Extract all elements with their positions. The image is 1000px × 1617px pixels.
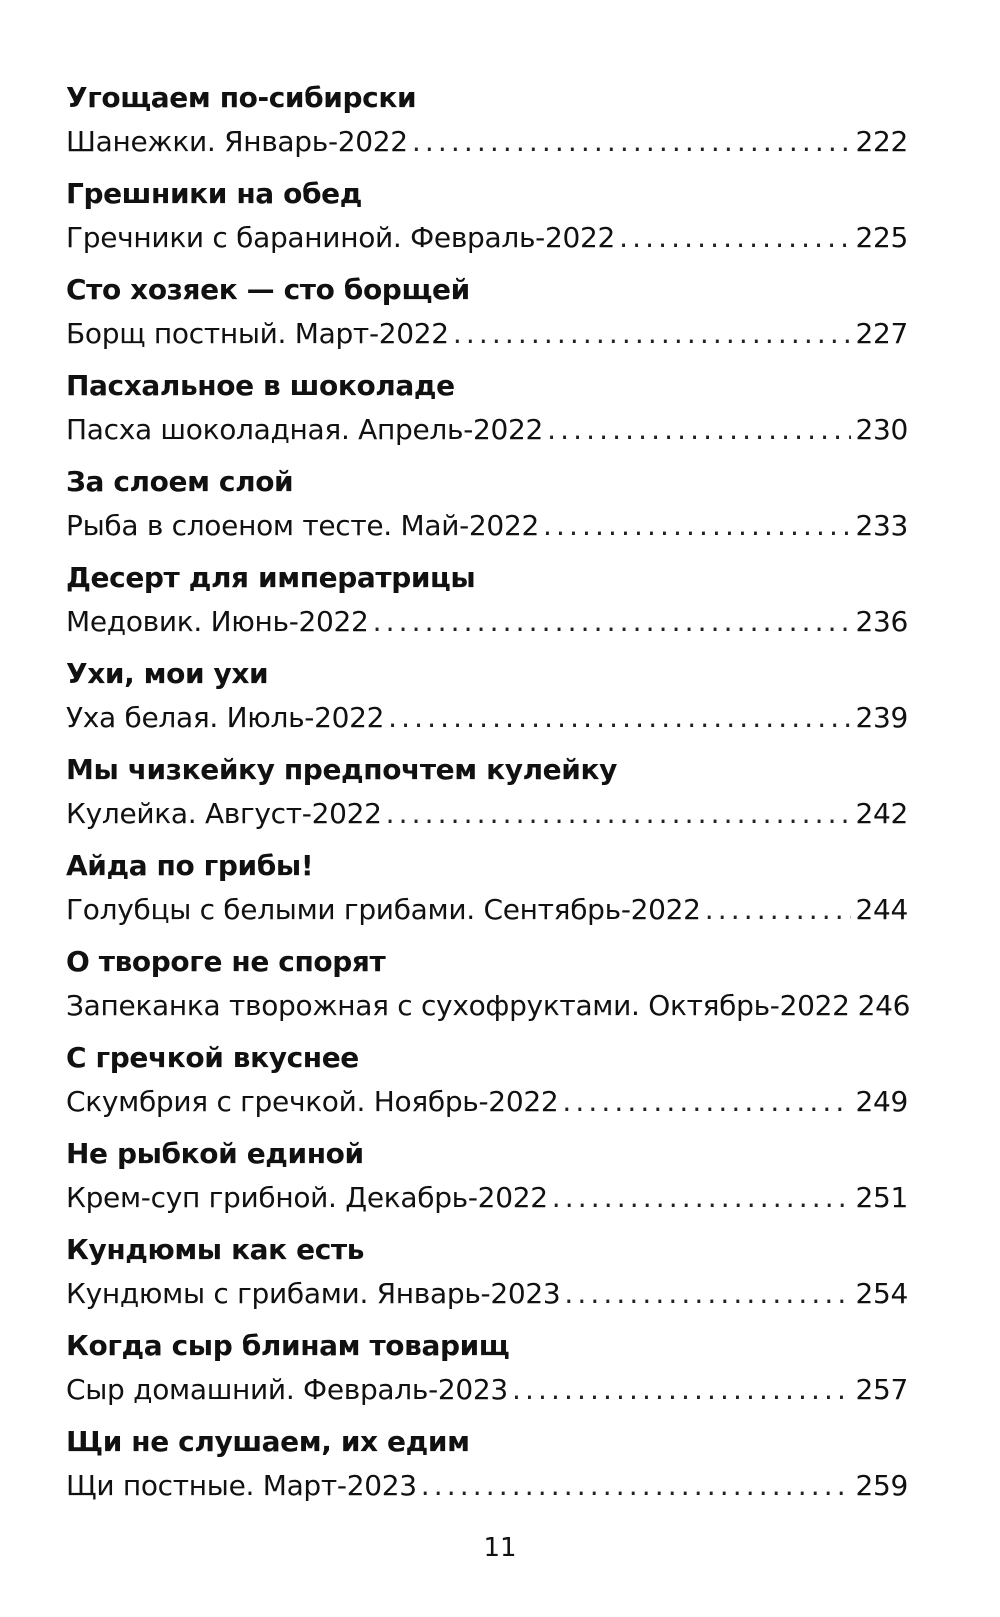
entry-text: Голубцы с белыми грибами. Сентябрь-2022	[66, 893, 701, 926]
entry-page-number: 259	[855, 1469, 908, 1502]
dot-leader	[512, 1366, 852, 1414]
toc-entry	[66, 1230, 908, 1326]
entry-title: Грешники на обед	[66, 177, 362, 210]
entry-line	[66, 790, 908, 838]
entry-line	[66, 406, 908, 454]
entry-line	[66, 310, 908, 358]
entry-text: Пасха шоколадная. Апрель-2022	[66, 413, 544, 446]
toc-entry	[66, 1038, 908, 1134]
entry-title: Кундюмы как есть	[66, 1233, 365, 1266]
entry-title: Сто хозяек — сто борщей	[66, 273, 470, 306]
dot-leader	[453, 310, 852, 358]
entry-text: Борщ постный. Март-2022	[66, 317, 449, 350]
entry-page-number: 239	[855, 701, 908, 734]
entry-line	[66, 1078, 908, 1126]
dot-leader	[388, 694, 851, 742]
dot-leader	[619, 214, 851, 262]
dot-leader	[421, 1462, 852, 1510]
entry-line	[66, 214, 908, 262]
dot-leader	[373, 598, 852, 646]
entry-text: Рыба в слоеном тесте. Май-2022	[66, 509, 539, 542]
entry-title: Не рыбкой единой	[66, 1137, 364, 1170]
entry-line	[66, 598, 908, 646]
toc-entry	[66, 558, 908, 654]
toc-entry	[66, 78, 908, 174]
toc-entry	[66, 654, 908, 750]
entry-page-number: 254	[855, 1277, 908, 1310]
entry-text: Сыр домашний. Февраль-2023	[66, 1373, 508, 1406]
entry-page-number: 251	[855, 1181, 908, 1214]
page-number-footer: 11	[483, 1533, 517, 1563]
entry-title: Ухи, мои ухи	[66, 657, 269, 690]
entry-page-number: 225	[855, 221, 908, 254]
toc-entry	[66, 366, 908, 462]
entry-title: Десерт для императрицы	[66, 561, 476, 594]
entry-title: Айда по грибы!	[66, 849, 314, 882]
entry-title: С гречкой вкуснее	[66, 1041, 359, 1074]
entry-text: Скумбрия с гречкой. Ноябрь-2022	[66, 1085, 559, 1118]
entry-text: Запеканка творожная с сухофруктами. Октябрь-2022	[66, 989, 850, 1022]
entry-page-number: 236	[855, 605, 908, 638]
entry-text: Гречники с бараниной. Февраль-2022	[66, 221, 616, 254]
entry-title: Когда сыр блинам товарищ	[66, 1329, 510, 1362]
entry-text: Крем-суп грибной. Декабрь-2022	[66, 1181, 548, 1214]
dot-leader	[543, 502, 851, 550]
dot-leader	[562, 1078, 851, 1126]
toc-entry	[66, 846, 908, 942]
entry-line	[66, 982, 911, 1030]
entry-page-number: 249	[855, 1085, 908, 1118]
entry-line	[66, 1366, 908, 1414]
entry-page-number: 246	[857, 989, 911, 1022]
dot-leader	[547, 406, 851, 454]
toc-entry	[66, 1326, 908, 1422]
entry-line	[66, 694, 908, 742]
entry-title: Угощаем по-сибирски	[66, 81, 417, 114]
entry-line	[66, 1174, 908, 1222]
entry-page-number: 230	[855, 413, 908, 446]
dot-leader	[564, 1270, 851, 1318]
dot-leader	[552, 1174, 852, 1222]
entry-text: Медовик. Июнь-2022	[66, 605, 369, 638]
entry-line	[66, 1462, 908, 1510]
entry-title: О твороге не спорят	[66, 945, 386, 978]
entry-page-number: 227	[855, 317, 908, 350]
entry-page-number: 244	[855, 893, 908, 926]
entry-line	[66, 1270, 908, 1318]
toc-entry	[66, 750, 908, 846]
toc-entry	[66, 1134, 908, 1230]
entry-page-number: 257	[855, 1373, 908, 1406]
toc-entry	[66, 174, 908, 270]
entry-text: Кундюмы с грибами. Январь-2023	[66, 1277, 561, 1310]
entry-title: Мы чизкейку предпочтем кулейку	[66, 753, 617, 786]
entry-line	[66, 886, 908, 934]
table-of-contents	[66, 78, 911, 1518]
dot-leader	[386, 790, 852, 838]
entry-text: Щи постные. Март-2023	[66, 1469, 417, 1502]
toc-entry	[66, 462, 908, 558]
entry-text: Шанежки. Январь-2022	[66, 125, 408, 158]
entry-title: За слоем слой	[66, 465, 294, 498]
entry-title: Щи не слушаем, их едим	[66, 1425, 470, 1458]
entry-line	[66, 118, 908, 166]
toc-entry	[66, 1422, 908, 1518]
entry-line	[66, 502, 908, 550]
toc-entry	[66, 270, 908, 366]
toc-entry	[66, 942, 911, 1038]
entry-page-number: 242	[855, 797, 908, 830]
entry-page-number: 222	[855, 125, 908, 158]
entry-text: Кулейка. Август-2022	[66, 797, 382, 830]
dot-leader	[412, 118, 852, 166]
entry-text: Уха белая. Июль-2022	[66, 701, 385, 734]
dot-leader	[705, 886, 852, 934]
entry-title: Пасхальное в шоколаде	[66, 369, 455, 402]
entry-page-number: 233	[855, 509, 908, 542]
